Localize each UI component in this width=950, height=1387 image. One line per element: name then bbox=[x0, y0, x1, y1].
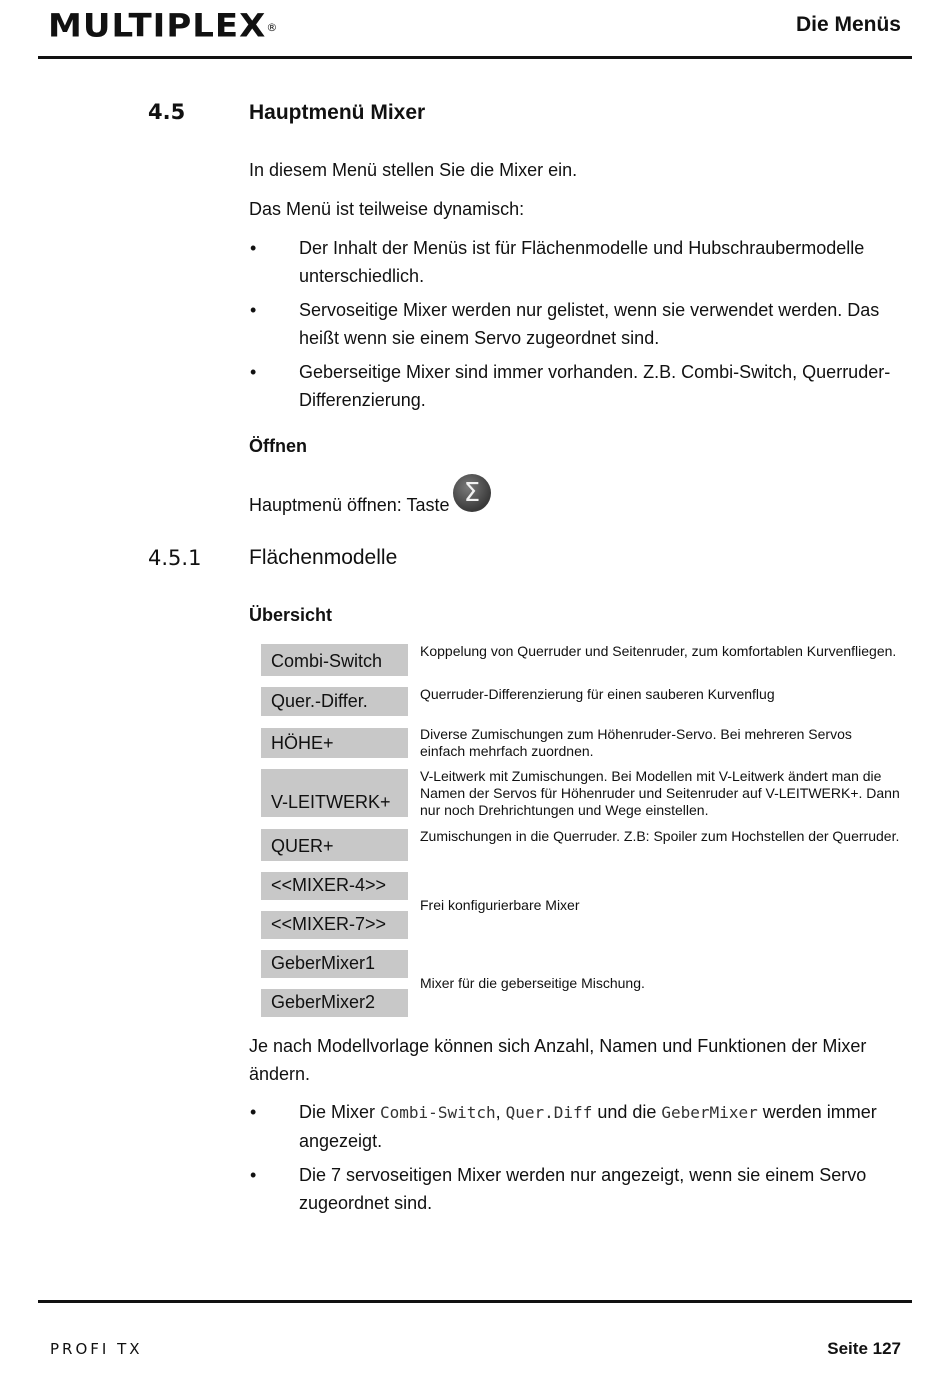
menu-item-gebermixer2: GeberMixer2 bbox=[261, 989, 408, 1017]
subsection-title: Flächenmodelle bbox=[249, 546, 398, 569]
bullet-text-part: und die bbox=[592, 1102, 662, 1122]
bullet-text bbox=[299, 1098, 894, 1155]
menu-item-mixer-7: <<MIXER-7>> bbox=[261, 911, 408, 939]
section-number: 4.5 bbox=[148, 100, 186, 124]
bullet-dot: • bbox=[250, 362, 257, 382]
bullet-dot: • bbox=[250, 238, 257, 258]
list-item bbox=[250, 296, 890, 356]
open-heading: Öffnen bbox=[249, 436, 307, 456]
menu-item-quer: QUER+ bbox=[261, 829, 408, 861]
description-gebermixer: Mixer für die geberseitige Mischung. bbox=[420, 975, 645, 991]
intro-text-2: Das Menü ist teilweise dynamisch: bbox=[249, 199, 525, 219]
bullet-text-part: , bbox=[495, 1102, 506, 1122]
mono-quer-diff: Quer.Diff bbox=[505, 1103, 593, 1122]
bullet-text: Die 7 servoseitigen Mixer werden nur angezeigt, wenn sie einem Servo zugeordnet sind. bbox=[299, 1165, 867, 1213]
description-free-mixer: Frei konfigurierbare Mixer bbox=[420, 897, 580, 913]
menu-item-v-leitwerk: V-LEITWERK+ bbox=[261, 769, 408, 817]
registered-mark: ® bbox=[266, 21, 279, 34]
page-number: Seite 127 bbox=[827, 1339, 901, 1358]
section-title: Hauptmenü Mixer bbox=[249, 101, 426, 124]
bullet-dot: • bbox=[250, 1165, 257, 1185]
logo-text: MULTIPLEX bbox=[48, 7, 267, 45]
description-quer: Zumischungen in die Querruder. Z.B: Spoiler zum Hochstellen der Querruder. bbox=[420, 828, 900, 844]
header-rule bbox=[38, 56, 912, 59]
open-text: Hauptmenü öffnen: Taste bbox=[249, 495, 450, 515]
footer-rule bbox=[38, 1300, 912, 1303]
sigma-key-icon: Σ bbox=[453, 474, 491, 512]
menu-item-mixer-4: <<MIXER-4>> bbox=[261, 872, 408, 900]
list-item bbox=[250, 1098, 890, 1158]
mono-combi-switch: Combi-Switch bbox=[380, 1103, 496, 1122]
description-v-leitwerk: V-Leitwerk mit Zumischungen. Bei Modellen mit V-Leitwerk ändert man die Namen der Servos für Höhenruder und Seitenruder auf V-LEITWERK+. Dann nur noch Drehrichtungen und Wege einstellen. bbox=[420, 768, 900, 818]
bullet-text: Geberseitige Mixer sind immer vorhanden. Z.B. Combi-Switch, Querruder-Differenzierung. bbox=[299, 362, 891, 410]
bullet-dot: • bbox=[250, 300, 257, 320]
bullet-text: Servoseitige Mixer werden nur gelistet, wenn sie verwendet werden. Das heißt wenn sie einem Servo zugeordnet sind. bbox=[299, 300, 880, 348]
description-combi-switch: Koppelung von Querruder und Seitenruder, zum komfortablen Kurvenfliegen. bbox=[420, 643, 897, 659]
bullet-text-part: werden immer angezeigt. bbox=[299, 1102, 877, 1151]
bullet-text: Der Inhalt der Menüs ist für Flächenmodelle und Hubschraubermodelle unterschiedlich. bbox=[299, 238, 865, 286]
description-hoehe: Diverse Zumischungen zum Höhenruder-Servo. Bei mehreren Servos einfach mehrfach zuordnen. bbox=[420, 726, 852, 759]
description-quer-differ: Querruder-Differenzierung für einen sauberen Kurvenflug bbox=[420, 686, 775, 702]
menu-item-quer-differ: Quer.-Differ. bbox=[261, 687, 408, 716]
intro-text-1: In diesem Menü stellen Sie die Mixer ein. bbox=[249, 160, 578, 180]
mono-gebermixer: GeberMixer bbox=[661, 1103, 758, 1122]
overview-heading: Übersicht bbox=[249, 605, 333, 625]
subsection-number: 4.5.1 bbox=[148, 546, 202, 570]
bullet-text-part: Die Mixer bbox=[299, 1102, 381, 1122]
list-item bbox=[250, 1161, 890, 1221]
footer-product: PROFI TX bbox=[50, 1340, 143, 1358]
after-text: Je nach Modellvorlage können sich Anzahl, Namen und Funktionen der Mixer ändern. bbox=[249, 1036, 867, 1084]
bullet-dot: • bbox=[250, 1102, 257, 1122]
menu-item-combi-switch: Combi-Switch bbox=[261, 644, 408, 676]
menu-item-hoehe: HÖHE+ bbox=[261, 728, 408, 758]
menu-item-gebermixer1: GeberMixer1 bbox=[261, 950, 408, 978]
list-item bbox=[250, 234, 890, 294]
list-item bbox=[250, 358, 890, 418]
multiplex-logo bbox=[48, 7, 279, 45]
header-title: Die Menüs bbox=[795, 13, 901, 36]
